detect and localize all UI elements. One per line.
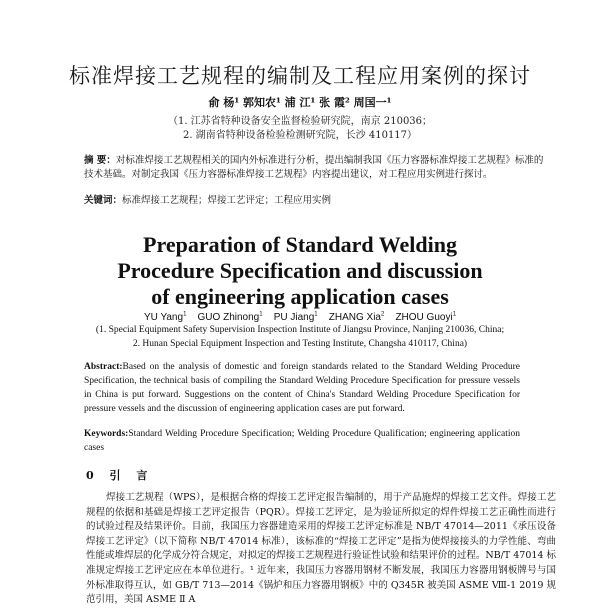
author-affil-mark: 1: [452, 311, 457, 318]
english-title-line-2: Procedure Specification and discussion: [117, 258, 483, 283]
chinese-keywords-text: 标准焊接工艺规程；焊接工艺评定；工程应用实例: [122, 195, 332, 206]
english-keywords-text: Standard Welding Procedure Specification; Welding Procedure Qualification; engineering application cases: [84, 429, 520, 453]
author-affil-mark: 2: [380, 311, 385, 318]
english-title: [0, 232, 600, 310]
author-name: GUO Zhinong: [197, 312, 260, 323]
chinese-affiliation-2: 2. 湖南省特种设备检验检测研究院，长沙 410117）: [182, 130, 418, 141]
section-body: 焊接工艺规程（WPS），是根据合格的焊接工艺评定报告编制的，用于产品施焊的焊接工艺文件。焊接工艺规程的依据和基础是焊接工艺评定报告（PQR）。焊接工艺评定，是为验证所拟定的焊件焊接工艺正确性而进行的试验过程及结果评价。目前，我国压力容器建造采用的焊接工艺评定标准是 NB/T 47014—2011《承压设备焊接工艺评定》（以下简称 NB/T 47014 标准），该标准的“焊接工艺评定”是指为使焊接接头的力学性能、弯曲性能或堆焊层的化学成分符合规定，对拟定的焊接工艺规程进行验证性试验和结果评价的过程。NB/T 47014 标准规定焊接工艺评定应在本单位进行。¹ 近年来，我国压力容器用钢材不断发展，我国压力容器用钢板牌号与国外标准取得互认，如 GB/T 713—2014《锅炉和压力容器用钢板》中的 Q345R 被美国 ASME Ⅷ-1 2019 规范引用，美国 ASME Ⅱ A: [86, 492, 556, 606]
author-affil-mark: 1: [314, 311, 318, 318]
english-authors: [0, 312, 600, 323]
chinese-keywords-label: 关键词：: [84, 195, 123, 206]
author-name: ZHANG Xia: [328, 312, 381, 323]
english-abstract-label: Abstract:: [84, 362, 123, 372]
author-name: PU Jiang: [273, 312, 315, 323]
author-name: ZHOU Guoyi: [395, 312, 453, 323]
english-affiliation-1: (1. Special Equipment Safety Supervision Inspection Institute of Jiangsu Province, Nanjing 210036, China;: [95, 325, 505, 335]
english-keywords-label: Keywords:: [84, 429, 129, 439]
chinese-authors: 俞 杨¹ 郭知农¹ 浦 江¹ 张 霞² 周国一¹: [208, 96, 392, 109]
chinese-keywords: [84, 194, 544, 208]
author-name: YU Yang: [143, 312, 184, 323]
chinese-title: 标准焊接工艺规程的编制及工程应用案例的探讨: [69, 64, 531, 88]
chinese-abstract-text: 对标准焊接工艺规程相关的国内外标准进行分析，提出编制我国《压力容器标准焊接工艺规程》标准的技术基础。对制定我国《压力容器标准焊接工艺规程》内容提出建议，对工程应用实例进行探讨。: [84, 155, 544, 180]
english-title-line-1: Preparation of Standard Welding: [143, 232, 457, 257]
english-abstract: [84, 360, 520, 416]
english-title-line-3: of engineering application cases: [151, 284, 449, 309]
chinese-abstract-label: 摘 要：: [84, 155, 116, 166]
section-heading: 0 引 言: [86, 469, 154, 482]
chinese-affiliation-1: （1. 江苏省特种设备安全监督检验研究院，南京 210036；: [167, 116, 433, 127]
english-keywords: [84, 427, 520, 455]
english-affiliation-2: 2. Hunan Special Equipment Inspection and Testing Institute, Changsha 410117, China): [132, 339, 468, 349]
english-abstract-text: Based on the analysis of domestic and foreign standards related to the Standard Welding Procedure Specification, the technical basis of compiling the Standard Welding Procedure Specification for pressure vessels in China is put forward. Suggestions on the content of China's Standard Welding Procedure Specification for pressure vessels and the discussion of engineering application cases are put forward.: [84, 362, 520, 414]
author-affil-mark: 1: [259, 311, 263, 318]
author-affil-mark: 1: [183, 311, 187, 318]
chinese-abstract: [84, 154, 544, 182]
